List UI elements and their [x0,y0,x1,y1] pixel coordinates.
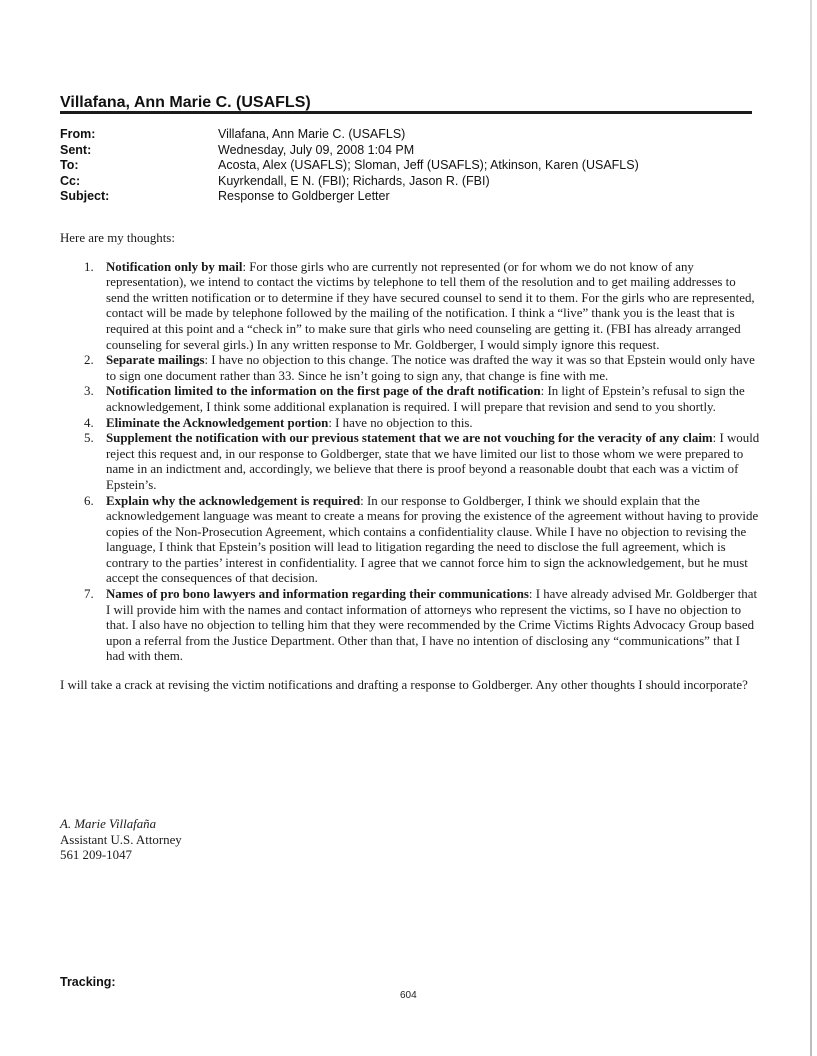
point-number: 3. [84,384,94,399]
point-title: Notification only by mail [106,259,243,274]
closing-paragraph: I will take a crack at revising the victim notifications and drafting a response to Goldberger. Any other thoughts I should incorporate? [60,678,748,693]
point-text: : I would reject this request and, in our response to Goldberger, state that we have limited our list to those whom we were prepared to name in an indictment and, accordingly, we believe that there is proof beyond a reasonable doubt that each was a victim of Epstein’s. [106,431,760,492]
point-text: : I have no objection to this. [328,415,473,430]
point-number: 2. [84,353,94,368]
header-sent [60,143,760,159]
header-value: Response to Goldberger Letter [218,189,390,204]
header-label: Subject: [60,189,110,204]
header-label: From: [60,127,96,141]
point-text: : I have no objection to this change. The notice was drafted the way it was so that Epstein would only have to sign one document rather than 33. Since he isn’t going to sign any, that change is fine with me. [106,353,755,383]
point-item [79,353,760,384]
point-number: 7. [84,587,94,602]
point-number: 4. [84,415,94,430]
point-text: : I have already advised Mr. Goldberger that I will provide him with the names and contact information of attorneys who represent the victims, so I have no objection to that. I also have no objection to telling him that they were recommended by the Crime Victims Rights Advocacy Group based upon a referral from the Justice Department. Other than that, I have no intention of disclosing any “communications” that I had with them. [106,587,758,664]
header-value: Kuyrkendall, E N. (FBI); Richards, Jason R. (FBI) [218,173,490,188]
point-number: 6. [84,493,94,508]
header-from [60,127,760,143]
tracking-label: Tracking: [60,975,116,989]
point-text: : For those girls who are currently not represented (or for whom we do not know of any representation), we intend to contact the victims by telephone to tell them of the resolution and to get mailing addresses to send the written notification or to determine if they have secured counsel to send it to them. For the girls who are represented, contact will be made by telephone followed by the mailing of the notification. I think a “live” thank you is the least that is required at this point and a “check in” to make sure that girls who need counseling are getting it. (FBI has already arranged counseling for several girls.) In any written response to Mr. Goldberger, I would simply ignore this request. [106,259,755,352]
header-label: To: [60,158,79,173]
point-title: Supplement the notification with our previous statement that we are not vouching for the veracity of any claim [106,431,713,446]
header-value: Acosta, Alex (USAFLS); Sloman, Jeff (USAFLS); Atkinson, Karen (USAFLS) [218,158,639,173]
signature-name: A. Marie Villafaña [60,817,157,831]
header-cc [60,174,760,190]
point-number: 5. [84,431,94,446]
point-item [79,260,760,354]
intro-line: Here are my thoughts: [60,231,175,245]
header-to [60,158,760,174]
heading-rule [60,111,752,114]
header-value: Wednesday, July 09, 2008 1:04 PM [218,142,415,157]
scan-edge-line [810,0,812,1056]
point-number: 1. [84,259,94,274]
point-item [79,587,760,665]
point-title: Separate mailings [106,353,205,368]
header-subject [60,189,760,205]
sender-heading: Villafana, Ann Marie C. (USAFLS) [60,94,311,111]
point-item [79,384,760,415]
point-text: : In our response to Goldberger, I think we should explain that the acknowledgement language was meant to create a means for proving the existence of the agreement without having to provide copies of the Non-Prosecution Agreement, which contains a confidentiality clause. While I have no objection to revising the language, I think that Epstein’s position will lead to litigation regarding the need to disclose the full agreement, which is contrary to the parties’ interest in confidentiality. I agree that we cannot force him to sign the acknowledgement, but he must accept the consequences of that decision. [106,493,759,586]
signature-phone: 561 209-1047 [60,848,132,863]
email-headers [60,127,760,205]
point-item [79,416,760,432]
header-value: Villafana, Ann Marie C. (USAFLS) [218,127,406,141]
point-text: : In light of Epstein’s refusal to sign the acknowledgement, I think some additional explanation is required. I will prepare that revision and send to you shortly. [106,384,745,414]
signature-block [60,817,182,864]
point-title: Explain why the acknowledgement is required [106,493,361,508]
header-label: Cc: [60,173,81,188]
signature-title: Assistant U.S. Attorney [60,832,182,847]
point-title: Names of pro bono lawyers and information regarding their communications [106,587,529,602]
point-title: Notification limited to the information on the first page of the draft notification [106,384,541,399]
page-number: 604 [400,990,417,1001]
point-item [79,431,760,493]
header-label: Sent: [60,142,92,157]
point-item [79,494,760,588]
email-body [60,231,760,694]
point-title: Eliminate the Acknowledgement portion [106,415,329,430]
numbered-points [60,260,760,665]
